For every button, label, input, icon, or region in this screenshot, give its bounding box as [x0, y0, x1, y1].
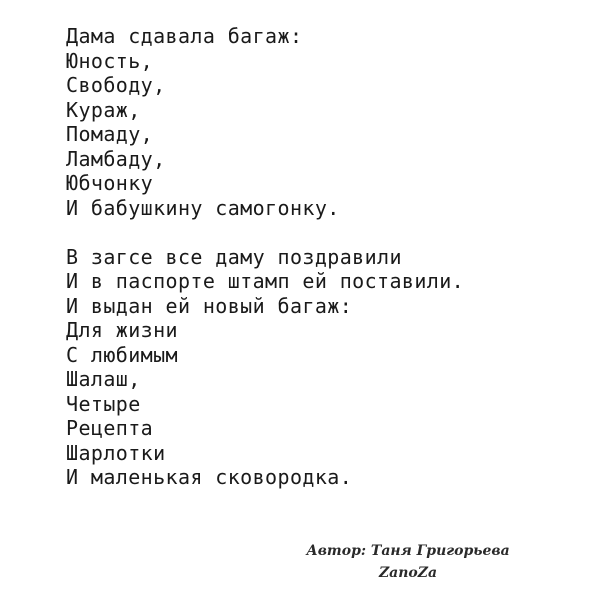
poem-line: Юность,	[66, 48, 154, 73]
poem-text	[66, 24, 586, 490]
stanza-1	[66, 24, 586, 220]
author-signature	[258, 540, 558, 584]
stanza-2	[66, 245, 586, 490]
poem-line: Шарлотки	[66, 440, 166, 465]
poem-line: Дама сдавала багаж:	[66, 24, 303, 48]
poem-line: С любимым	[66, 342, 178, 367]
poem-line: Юбчонку	[66, 171, 154, 195]
poem-line: Рецепта	[66, 416, 154, 440]
poem-line: И в паспорте штамп ей поставили.	[66, 269, 465, 293]
poem-line: Шалаш,	[66, 367, 141, 391]
poem-line: И маленькая сковородка.	[66, 465, 353, 489]
poem-line: Ламбаду,	[66, 146, 166, 171]
poem-line: И бабушкину самогонку.	[66, 195, 340, 220]
poem-line: Свободу,	[66, 73, 166, 97]
poem-line: Кураж,	[66, 97, 141, 122]
author-name: Автор: Таня Григорьева	[306, 543, 510, 559]
poem-line: Помаду,	[66, 122, 154, 146]
poem-line: Четыре	[66, 391, 141, 416]
author-pseudonym: ZanoZa	[378, 565, 438, 581]
poem-line: И выдан ей новый багаж:	[66, 293, 353, 318]
poem-line: Для жизни	[66, 318, 178, 342]
poem-line: В загсе все даму поздравили	[66, 244, 402, 269]
